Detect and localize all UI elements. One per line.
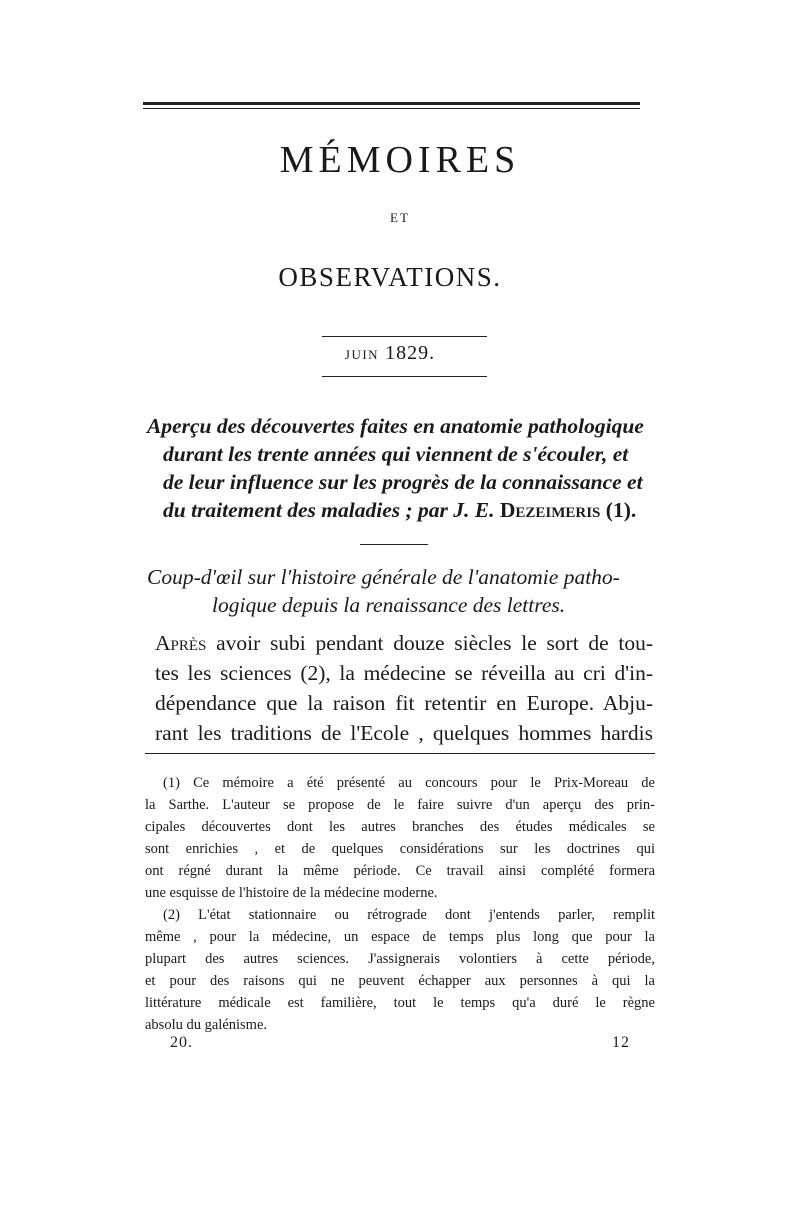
footnote-2-line: plupart des autres sciences. J'assignerais volontiers à cette période, — [145, 951, 655, 967]
body-line — [155, 628, 653, 658]
footnote-1-line: sont enrichies , et de quelques considérations sur les doctrines qui — [145, 841, 655, 857]
title-conjunction: ET — [390, 210, 410, 225]
body-line: dépendance que la raison fit retentir en Europe. Abju- — [155, 691, 653, 715]
header-thin-rule — [143, 108, 640, 109]
article-title-line — [163, 497, 636, 525]
dropcap-word: Après — [155, 631, 207, 655]
article-title-text: du traitement des maladies ; par J. E. — [163, 498, 500, 522]
issue-month: JUIN — [344, 347, 380, 362]
footnote-2-line: absolu du galénisme. — [145, 1017, 268, 1033]
date-bottom-rule — [322, 376, 487, 377]
footnote-1-line: ont régné durant la même période. Ce travail ainsi complété formera — [145, 863, 655, 879]
section-heading-line: logique depuis la renaissance des lettres. — [212, 593, 566, 617]
body-line: rant les traditions de l'Ecole , quelques hommes hardis — [155, 721, 653, 745]
section-heading-line: Coup-d'œil sur l'histoire générale de l'anatomie patho- — [147, 565, 620, 589]
date-top-rule — [322, 336, 487, 337]
issue-date — [0, 342, 780, 365]
body-text — [155, 628, 653, 748]
gathering-number: 12 — [612, 1034, 630, 1051]
footnote-2-line: (2) L'état stationnaire ou rétrograde dont j'entends parler, remplit — [163, 907, 655, 923]
signature-mark: 20. — [170, 1034, 193, 1051]
article-title-line: Aperçu des découvertes faites en anatomie pathologique — [147, 414, 644, 438]
footnote-separator-rule — [145, 753, 655, 754]
footnotes — [145, 772, 655, 1036]
body-line-text: avoir subi pendant douze siècles le sort de tou- — [206, 631, 653, 655]
article-title-line: de leur influence sur les progrès de la connaissance et — [163, 470, 643, 494]
section-separator-rule — [360, 544, 428, 545]
article-title-line: durant les trente années qui viennent de s'écouler, et — [163, 442, 629, 466]
footnote-1-line: la Sarthe. L'auteur se propose de le faire suivre d'un aperçu des prin- — [145, 797, 655, 813]
footnote-2-line: même , pour la médecine, un espace de temps plus long que pour la — [145, 929, 655, 945]
author-name: Dezeimeris — [499, 498, 601, 522]
footnote-2-line: et pour des raisons qui ne peuvent échapper aux personnes à qui la — [145, 973, 655, 989]
page-title: MÉMOIRES — [279, 139, 521, 181]
footnote-1-line: cipales découvertes dont les autres branches des études médicales se — [145, 819, 655, 835]
author-footnote-ref: (1). — [600, 498, 637, 522]
footnote-1-line: (1) Ce mémoire a été présenté au concours pour le Prix-Moreau de — [163, 775, 655, 791]
footnote-2-line: littérature médicale est familière, tout le temps qu'a duré le règne — [145, 995, 655, 1011]
header-double-rule — [143, 102, 640, 105]
body-line: tes les sciences (2), la médecine se réveilla au cri d'in- — [155, 661, 653, 685]
issue-year: 1829. — [385, 342, 436, 364]
footnote-1-line: une esquisse de l'histoire de la médecine moderne. — [145, 885, 438, 901]
page-subtitle: OBSERVATIONS. — [278, 262, 502, 292]
